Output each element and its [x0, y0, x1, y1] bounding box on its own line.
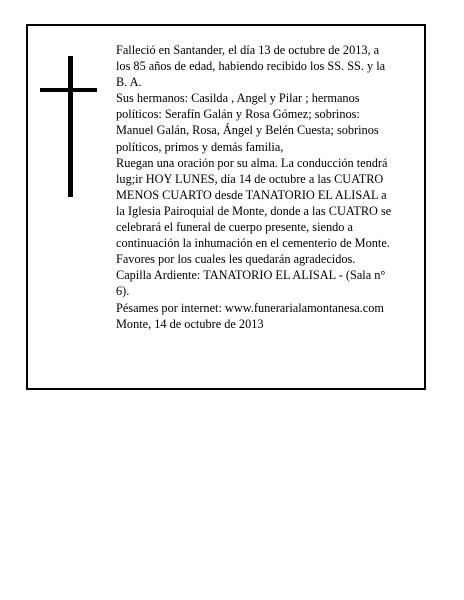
- obituary-line: continuación la inhumación en el cementerio de Monte.: [116, 236, 390, 251]
- obituary-line: Capilla Ardiente: TANATORIO EL ALISAL - (Sala n°: [116, 268, 386, 283]
- obituary-line: Manuel Galán, Rosa, Ángel y Belén Cuesta; sobrinos: [116, 123, 379, 138]
- obituary-line: MENOS CUARTO desde TANATORIO EL ALISAL a: [116, 187, 387, 202]
- obituary-line: 6).: [116, 284, 130, 299]
- obituary-line: B. A.: [116, 75, 142, 90]
- cross-vertical-bar: [68, 56, 73, 197]
- cross-icon: [28, 26, 29, 27]
- obituary-line: políticos: Serafín Galán y Rosa Gómez; sobrinos:: [116, 107, 360, 122]
- obituary-line: la Iglesia Pairoquial de Monte, donde a las CUATRO se: [116, 203, 392, 218]
- obituary-line: Ruegan una oración por su alma. La conducción tendrá: [116, 155, 388, 170]
- obituary-line: políticos, primos y demás familia,: [116, 139, 284, 154]
- obituary-line: los 85 años de edad, habiendo recibido los SS. SS. y la: [116, 59, 386, 74]
- obituary-line: celebrará el funeral de cuerpo presente, siendo a: [116, 220, 353, 235]
- obituary-line: Falleció en Santander, el día 13 de octubre de 2013, a: [116, 43, 380, 57]
- obituary-notice-frame: [26, 24, 426, 390]
- cross-horizontal-bar: [40, 88, 97, 92]
- obituary-line: lug;ir HOY LUNES, día 14 de octubre a las CUATRO: [116, 171, 384, 186]
- obituary-text: [116, 42, 416, 332]
- obituary-line: Favores por los cuales les quedarán agradecidos.: [116, 252, 356, 267]
- obituary-line: Sus hermanos: Casilda , Angel y Pilar ; hermanos: [116, 91, 360, 106]
- obituary-line: Monte, 14 de octubre de 2013: [116, 316, 264, 331]
- obituary-line: Pésames por internet: www.funerarialamontanesa.com: [116, 300, 384, 315]
